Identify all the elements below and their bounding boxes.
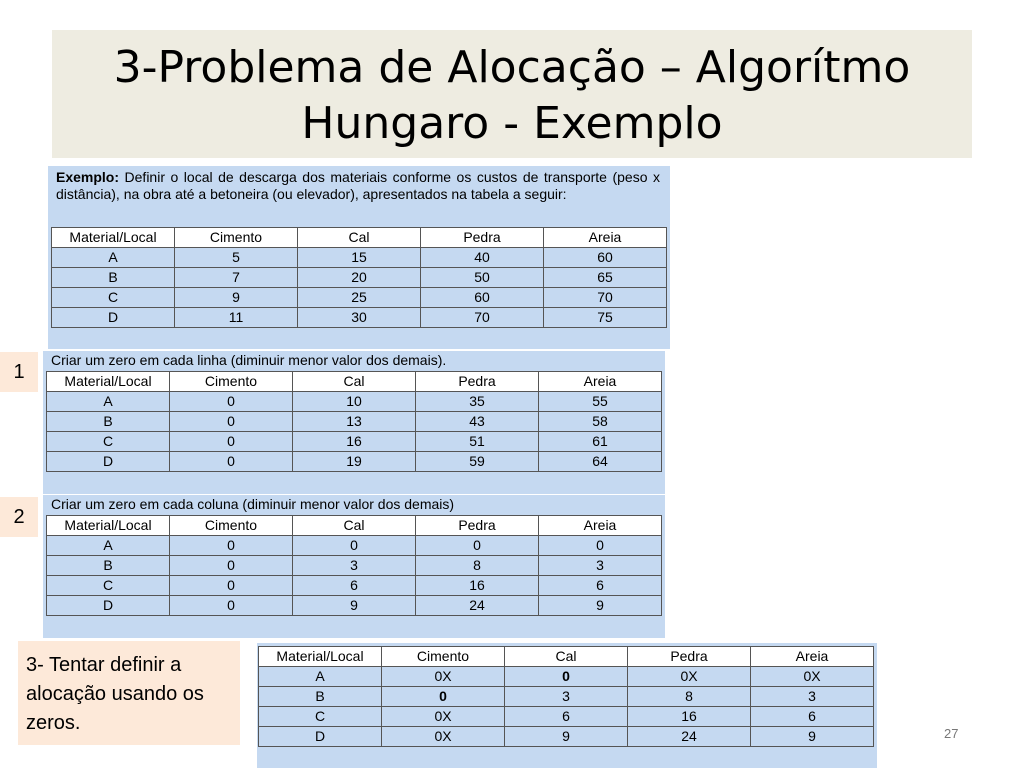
cost-cell: 0X bbox=[382, 667, 505, 687]
table-row bbox=[259, 667, 874, 687]
cost-cell: 5 bbox=[175, 248, 298, 268]
cost-cell: 70 bbox=[421, 308, 544, 328]
cost-cell: 0 bbox=[170, 452, 293, 472]
step2-table bbox=[46, 515, 662, 616]
cost-cell: 9 bbox=[293, 596, 416, 616]
cost-cell: 6 bbox=[293, 576, 416, 596]
cost-cell: 60 bbox=[421, 288, 544, 308]
cost-cell: 55 bbox=[539, 392, 662, 412]
table-row bbox=[52, 248, 667, 268]
table-row bbox=[47, 412, 662, 432]
column-header: Material/Local bbox=[52, 228, 175, 248]
step1-table bbox=[46, 371, 662, 472]
table-row bbox=[259, 687, 874, 707]
page-number: 27 bbox=[944, 726, 959, 741]
table-header-row bbox=[259, 647, 874, 667]
row-label-cell: C bbox=[52, 288, 175, 308]
table-row bbox=[47, 452, 662, 472]
table-row bbox=[47, 556, 662, 576]
cost-cell: 11 bbox=[175, 308, 298, 328]
cost-cell: 0 bbox=[170, 576, 293, 596]
table-row bbox=[47, 536, 662, 556]
column-header: Areia bbox=[539, 372, 662, 392]
cost-cell: 0 bbox=[170, 596, 293, 616]
table-row bbox=[259, 707, 874, 727]
cost-cell: 7 bbox=[175, 268, 298, 288]
cost-cell: 64 bbox=[539, 452, 662, 472]
cost-cell: 0 bbox=[170, 392, 293, 412]
cost-cell: 0X bbox=[751, 667, 874, 687]
cost-cell: 24 bbox=[416, 596, 539, 616]
table-row bbox=[52, 308, 667, 328]
row-label-cell: B bbox=[47, 556, 170, 576]
cost-cell: 70 bbox=[544, 288, 667, 308]
cost-cell: 6 bbox=[505, 707, 628, 727]
column-header: Cimento bbox=[170, 372, 293, 392]
column-header: Cal bbox=[505, 647, 628, 667]
cost-cell: 3 bbox=[505, 687, 628, 707]
step3-text: 3- Tentar definir a alocação usando os zeros. bbox=[26, 654, 204, 734]
row-label-cell: D bbox=[47, 596, 170, 616]
row-label-cell: D bbox=[52, 308, 175, 328]
cost-cell: 10 bbox=[293, 392, 416, 412]
row-label-cell: D bbox=[259, 727, 382, 747]
cost-cell: 9 bbox=[539, 596, 662, 616]
cost-cell: 25 bbox=[298, 288, 421, 308]
cost-cell: 0 bbox=[416, 536, 539, 556]
cost-cell: 0 bbox=[170, 556, 293, 576]
column-header: Areia bbox=[539, 516, 662, 536]
cost-cell: 24 bbox=[628, 727, 751, 747]
column-header: Material/Local bbox=[47, 516, 170, 536]
step1-text: Criar um zero em cada linha (diminuir menor valor dos demais). bbox=[51, 352, 447, 368]
title-line-2: Hungaro - Exemplo bbox=[301, 98, 723, 149]
table-row bbox=[47, 432, 662, 452]
column-header: Pedra bbox=[421, 228, 544, 248]
cost-cell: 6 bbox=[751, 707, 874, 727]
example-text: Definir o local de descarga dos materiais conforme os custos de transporte (peso x distância), na obra até a betoneira (ou elevador), apresentados na tabela a seguir: bbox=[56, 169, 660, 202]
cost-cell: 16 bbox=[416, 576, 539, 596]
cost-cell: 6 bbox=[539, 576, 662, 596]
column-header: Cimento bbox=[382, 647, 505, 667]
cost-cell: 75 bbox=[544, 308, 667, 328]
cost-cell: 19 bbox=[293, 452, 416, 472]
cost-cell: 3 bbox=[751, 687, 874, 707]
cost-cell: 60 bbox=[544, 248, 667, 268]
step3-text-box bbox=[18, 641, 240, 745]
column-header: Pedra bbox=[416, 372, 539, 392]
cost-cell: 0 bbox=[170, 412, 293, 432]
title-box bbox=[52, 30, 972, 158]
column-header: Cal bbox=[298, 228, 421, 248]
cost-cell: 30 bbox=[298, 308, 421, 328]
column-header: Cimento bbox=[170, 516, 293, 536]
cost-cell: 9 bbox=[505, 727, 628, 747]
table-header-row bbox=[52, 228, 667, 248]
column-header: Areia bbox=[751, 647, 874, 667]
row-label-cell: C bbox=[47, 576, 170, 596]
row-label-cell: D bbox=[47, 452, 170, 472]
row-label-cell: B bbox=[52, 268, 175, 288]
step3-table bbox=[258, 646, 874, 747]
cost-cell: 0X bbox=[382, 727, 505, 747]
table-row bbox=[259, 727, 874, 747]
cost-cell: 0 bbox=[293, 536, 416, 556]
column-header: Pedra bbox=[416, 516, 539, 536]
column-header: Areia bbox=[544, 228, 667, 248]
column-header: Cal bbox=[293, 372, 416, 392]
cost-cell: 8 bbox=[628, 687, 751, 707]
cost-cell: 0 bbox=[505, 667, 628, 687]
cost-cell: 0 bbox=[170, 536, 293, 556]
title-line-1: 3-Problema de Alocação – Algorítmo bbox=[113, 42, 911, 93]
step2-number: 2 bbox=[0, 497, 38, 537]
cost-cell: 9 bbox=[175, 288, 298, 308]
step2-text: Criar um zero em cada coluna (diminuir menor valor dos demais) bbox=[51, 496, 455, 512]
table-row bbox=[52, 268, 667, 288]
column-header: Cimento bbox=[175, 228, 298, 248]
cost-cell: 16 bbox=[628, 707, 751, 727]
column-header: Material/Local bbox=[259, 647, 382, 667]
slide-title bbox=[52, 30, 972, 152]
table-header-row bbox=[47, 516, 662, 536]
cost-cell: 51 bbox=[416, 432, 539, 452]
cost-cell: 35 bbox=[416, 392, 539, 412]
cost-cell: 65 bbox=[544, 268, 667, 288]
example-description bbox=[56, 169, 660, 203]
cost-cell: 16 bbox=[293, 432, 416, 452]
cost-cell: 0X bbox=[382, 707, 505, 727]
cost-cell: 15 bbox=[298, 248, 421, 268]
cost-cell: 59 bbox=[416, 452, 539, 472]
cost-cell: 50 bbox=[421, 268, 544, 288]
cost-cell: 0 bbox=[382, 687, 505, 707]
column-header: Cal bbox=[293, 516, 416, 536]
row-label-cell: C bbox=[47, 432, 170, 452]
cost-cell: 13 bbox=[293, 412, 416, 432]
cost-cell: 61 bbox=[539, 432, 662, 452]
row-label-cell: C bbox=[259, 707, 382, 727]
step1-number: 1 bbox=[0, 352, 38, 392]
example-label: Exemplo: bbox=[56, 169, 120, 185]
table-row bbox=[47, 596, 662, 616]
row-label-cell: B bbox=[47, 412, 170, 432]
row-label-cell: A bbox=[47, 536, 170, 556]
cost-cell: 43 bbox=[416, 412, 539, 432]
example-table bbox=[51, 227, 667, 328]
table-header-row bbox=[47, 372, 662, 392]
column-header: Material/Local bbox=[47, 372, 170, 392]
table-row bbox=[47, 576, 662, 596]
cost-cell: 3 bbox=[293, 556, 416, 576]
cost-cell: 8 bbox=[416, 556, 539, 576]
cost-cell: 0X bbox=[628, 667, 751, 687]
row-label-cell: A bbox=[52, 248, 175, 268]
table-row bbox=[52, 288, 667, 308]
cost-cell: 0 bbox=[170, 432, 293, 452]
cost-cell: 9 bbox=[751, 727, 874, 747]
cost-cell: 40 bbox=[421, 248, 544, 268]
row-label-cell: A bbox=[259, 667, 382, 687]
cost-cell: 0 bbox=[539, 536, 662, 556]
column-header: Pedra bbox=[628, 647, 751, 667]
row-label-cell: A bbox=[47, 392, 170, 412]
table-row bbox=[47, 392, 662, 412]
cost-cell: 20 bbox=[298, 268, 421, 288]
cost-cell: 3 bbox=[539, 556, 662, 576]
cost-cell: 58 bbox=[539, 412, 662, 432]
row-label-cell: B bbox=[259, 687, 382, 707]
